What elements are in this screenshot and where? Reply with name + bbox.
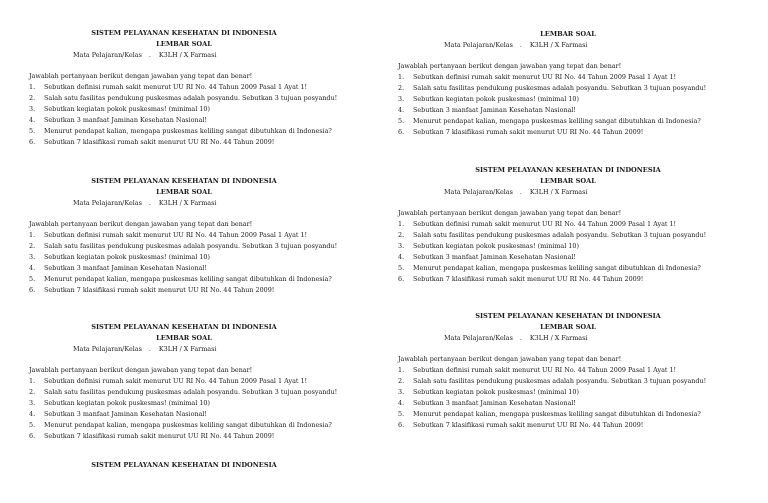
question-number: 3.	[398, 242, 405, 250]
question-number: 6.	[29, 432, 36, 440]
question-text: Sebutkan definisi rumah sakit menurut UU RI No. 44 Tahun 2009 Pasal 1 Ayat 1!	[413, 220, 677, 228]
question-item	[398, 241, 768, 252]
worksheet-subtitle: LEMBAR SOAL	[540, 30, 596, 38]
instructions: Jawablah pertanyaan berikut dengan jawaban yang tepat dan benar!	[29, 366, 253, 374]
question-text: Menurut pendapat kalian, mengapa puskesmas keliling sangat dibutuhkan di Indonesia?	[44, 127, 332, 135]
question-number: 6.	[29, 286, 36, 294]
question-text: Sebutkan 7 klasifikasi rumah sakit menurut UU RI No. 44 Tahun 2009!	[413, 128, 644, 136]
question-number: 1.	[29, 83, 36, 91]
subject-label: Mata Pelajaran/Kelas	[444, 188, 513, 196]
question-item	[398, 83, 768, 94]
subject-value: K3LH / X Farmasi	[158, 345, 217, 353]
question-text: Menurut pendapat kalian, mengapa puskesmas keliling sangat dibutuhkan di Indonesia?	[44, 275, 332, 283]
worksheet-copy-4	[29, 460, 404, 471]
question-number: 5.	[398, 264, 405, 272]
subject-value: K3LH / X Farmasi	[529, 334, 588, 342]
question-list	[398, 72, 768, 138]
question-number: 5.	[398, 410, 405, 418]
worksheet-title: SISTEM PELAYANAN KESEHATAN DI INDONESIA	[91, 323, 277, 331]
subject-value: K3LH / X Farmasi	[158, 199, 217, 207]
question-item	[29, 137, 404, 148]
subject-line	[29, 50, 404, 61]
worksheet-subtitle: LEMBAR SOAL	[156, 188, 212, 196]
question-item	[29, 420, 404, 431]
question-item	[29, 376, 404, 387]
worksheet-subtitle: LEMBAR SOAL	[540, 323, 596, 331]
question-number: 5.	[29, 421, 36, 429]
subject-separator: .	[519, 334, 522, 342]
question-item	[29, 230, 404, 241]
question-item	[29, 115, 404, 126]
question-text: Menurut pendapat kalian, mengapa puskesmas keliling sangat dibutuhkan di Indonesia?	[413, 410, 701, 418]
question-text: Salah satu fasilitas pendukung puskesmas adalah posyandu. Sebutkan 3 tujuan posyandu!	[413, 377, 707, 385]
worksheet-subtitle: LEMBAR SOAL	[540, 177, 596, 185]
subject-label: Mata Pelajaran/Kelas	[444, 334, 513, 342]
subject-label: Mata Pelajaran/Kelas	[73, 51, 142, 59]
question-item	[29, 93, 404, 104]
worksheet-copy-3	[29, 322, 404, 442]
instructions: Jawablah pertanyaan berikut dengan jawaban yang tepat dan benar!	[398, 355, 622, 363]
question-number: 2.	[29, 94, 36, 102]
question-list	[398, 365, 768, 431]
question-item	[398, 387, 768, 398]
worksheet-title: SISTEM PELAYANAN KESEHATAN DI INDONESIA	[91, 461, 277, 469]
subject-line	[29, 198, 404, 209]
subject-value: K3LH / X Farmasi	[158, 51, 217, 59]
question-number: 2.	[398, 377, 405, 385]
question-item	[29, 82, 404, 93]
question-number: 6.	[398, 128, 405, 136]
question-number: 2.	[29, 242, 36, 250]
instructions: Jawablah pertanyaan berikut dengan jawaban yang tepat dan benar!	[398, 209, 622, 217]
worksheet-copy-1	[29, 28, 404, 148]
question-item	[29, 409, 404, 420]
worksheet-copy-7	[398, 311, 768, 431]
question-item	[398, 105, 768, 116]
question-item	[398, 252, 768, 263]
instructions: Jawablah pertanyaan berikut dengan jawaban yang tepat dan benar!	[29, 220, 253, 228]
question-item	[398, 274, 768, 285]
question-number: 6.	[398, 275, 405, 283]
question-item	[29, 252, 404, 263]
subject-separator: .	[148, 51, 151, 59]
question-text: Sebutkan 3 manfaat Jaminan Kesehatan Nasional!	[44, 116, 207, 124]
instructions: Jawablah pertanyaan berikut dengan jawaban yang tepat dan benar!	[29, 72, 253, 80]
instructions: Jawablah pertanyaan berikut dengan jawaban yang tepat dan benar!	[398, 62, 622, 70]
question-number: 4.	[29, 410, 36, 418]
worksheet-subtitle: LEMBAR SOAL	[156, 334, 212, 342]
question-text: Menurut pendapat kalian, mengapa puskesmas keliling sangat dibutuhkan di Indonesia?	[413, 264, 701, 272]
question-item	[398, 94, 768, 105]
question-text: Menurut pendapat kalian, mengapa puskesmas keliling sangat dibutuhkan di Indonesia?	[413, 117, 701, 125]
question-number: 2.	[398, 84, 405, 92]
question-text: Sebutkan 7 klasifikasi rumah sakit menurut UU RI No. 44 Tahun 2009!	[44, 138, 275, 146]
question-item	[398, 230, 768, 241]
question-text: Sebutkan 3 manfaat Jaminan Kesehatan Nasional!	[44, 264, 207, 272]
question-number: 5.	[398, 117, 405, 125]
question-number: 1.	[29, 231, 36, 239]
worksheet-copy-2	[29, 176, 404, 296]
question-text: Salah satu fasilitas pendukung puskesmas adalah posyandu. Sebutkan 3 tujuan posyandu!	[44, 94, 338, 102]
question-item	[398, 127, 768, 138]
question-number: 4.	[29, 116, 36, 124]
subject-label: Mata Pelajaran/Kelas	[444, 41, 513, 49]
question-text: Salah satu fasilitas pendukung puskesmas adalah posyandu. Sebutkan 3 tujuan posyandu!	[44, 388, 338, 396]
question-item	[29, 398, 404, 409]
question-item	[398, 116, 768, 127]
question-item	[398, 376, 768, 387]
subject-value: K3LH / X Farmasi	[529, 41, 588, 49]
question-number: 6.	[398, 421, 405, 429]
question-item	[29, 263, 404, 274]
question-number: 3.	[29, 253, 36, 261]
question-text: Sebutkan kegiatan pokok puskesmas! (minimal 10)	[44, 399, 210, 407]
question-text: Sebutkan 3 manfaat Jaminan Kesehatan Nasional!	[413, 253, 576, 261]
worksheet-title: SISTEM PELAYANAN KESEHATAN DI INDONESIA	[475, 312, 661, 320]
question-list	[398, 219, 768, 285]
question-number: 4.	[398, 399, 405, 407]
question-text: Sebutkan 3 manfaat Jaminan Kesehatan Nasional!	[413, 106, 576, 114]
question-number: 6.	[29, 138, 36, 146]
question-item	[29, 104, 404, 115]
question-item	[398, 398, 768, 409]
question-number: 3.	[398, 95, 405, 103]
question-text: Sebutkan kegiatan pokok puskesmas! (minimal 10)	[413, 388, 579, 396]
question-text: Sebutkan 3 manfaat Jaminan Kesehatan Nasional!	[413, 399, 576, 407]
question-text: Sebutkan kegiatan pokok puskesmas! (minimal 10)	[413, 242, 579, 250]
subject-line	[398, 333, 768, 344]
question-number: 4.	[29, 264, 36, 272]
subject-separator: .	[519, 41, 522, 49]
subject-line	[29, 344, 404, 355]
question-item	[29, 431, 404, 442]
question-list	[29, 82, 404, 148]
question-text: Menurut pendapat kalian, mengapa puskesmas keliling sangat dibutuhkan di Indonesia?	[44, 421, 332, 429]
question-item	[29, 387, 404, 398]
worksheet-title: SISTEM PELAYANAN KESEHATAN DI INDONESIA	[91, 29, 277, 37]
question-item	[29, 285, 404, 296]
question-text: Sebutkan 7 klasifikasi rumah sakit menurut UU RI No. 44 Tahun 2009!	[44, 286, 275, 294]
subject-line	[398, 40, 768, 51]
question-number: 4.	[398, 106, 405, 114]
question-text: Sebutkan definisi rumah sakit menurut UU RI No. 44 Tahun 2009 Pasal 1 Ayat 1!	[44, 377, 308, 385]
question-number: 4.	[398, 253, 405, 261]
question-text: Sebutkan kegiatan pokok puskesmas! (minimal 10)	[44, 253, 210, 261]
question-number: 3.	[29, 105, 36, 113]
question-number: 1.	[29, 377, 36, 385]
subject-line	[398, 187, 768, 198]
question-text: Sebutkan kegiatan pokok puskesmas! (minimal 10)	[413, 95, 579, 103]
question-number: 3.	[398, 388, 405, 396]
question-item	[398, 420, 768, 431]
question-number: 1.	[398, 220, 405, 228]
question-number: 2.	[398, 231, 405, 239]
question-text: Salah satu fasilitas pendukung puskesmas adalah posyandu. Sebutkan 3 tujuan posyandu!	[44, 242, 338, 250]
question-number: 2.	[29, 388, 36, 396]
question-number: 5.	[29, 127, 36, 135]
subject-value: K3LH / X Farmasi	[529, 188, 588, 196]
question-item	[398, 409, 768, 420]
worksheet-copy-5	[398, 29, 768, 138]
question-text: Sebutkan 7 klasifikasi rumah sakit menurut UU RI No. 44 Tahun 2009!	[413, 275, 644, 283]
question-item	[398, 219, 768, 230]
question-number: 3.	[29, 399, 36, 407]
question-number: 1.	[398, 73, 405, 81]
question-text: Salah satu fasilitas pendukung puskesmas adalah posyandu. Sebutkan 3 tujuan posyandu!	[413, 231, 707, 239]
question-item	[398, 365, 768, 376]
worksheet-title: SISTEM PELAYANAN KESEHATAN DI INDONESIA	[475, 166, 661, 174]
question-number: 5.	[29, 275, 36, 283]
question-item	[29, 274, 404, 285]
question-list	[29, 376, 404, 442]
question-text: Sebutkan 3 manfaat Jaminan Kesehatan Nasional!	[44, 410, 207, 418]
question-text: Sebutkan definisi rumah sakit menurut UU RI No. 44 Tahun 2009 Pasal 1 Ayat 1!	[413, 73, 677, 81]
question-number: 1.	[398, 366, 405, 374]
question-list	[29, 230, 404, 296]
question-text: Sebutkan definisi rumah sakit menurut UU RI No. 44 Tahun 2009 Pasal 1 Ayat 1!	[44, 83, 308, 91]
question-item	[29, 241, 404, 252]
worksheet-subtitle: LEMBAR SOAL	[156, 40, 212, 48]
question-text: Sebutkan 7 klasifikasi rumah sakit menurut UU RI No. 44 Tahun 2009!	[413, 421, 644, 429]
worksheet-copy-6	[398, 165, 768, 285]
question-text: Sebutkan definisi rumah sakit menurut UU RI No. 44 Tahun 2009 Pasal 1 Ayat 1!	[413, 366, 677, 374]
question-text: Salah satu fasilitas pendukung puskesmas adalah posyandu. Sebutkan 3 tujuan posyandu!	[413, 84, 707, 92]
question-text: Sebutkan kegiatan pokok puskesmas! (minimal 10)	[44, 105, 210, 113]
subject-label: Mata Pelajaran/Kelas	[73, 199, 142, 207]
subject-label: Mata Pelajaran/Kelas	[73, 345, 142, 353]
question-item	[398, 263, 768, 274]
question-item	[29, 126, 404, 137]
worksheet-title: SISTEM PELAYANAN KESEHATAN DI INDONESIA	[91, 177, 277, 185]
question-item	[398, 72, 768, 83]
question-text: Sebutkan definisi rumah sakit menurut UU RI No. 44 Tahun 2009 Pasal 1 Ayat 1!	[44, 231, 308, 239]
question-text: Sebutkan 7 klasifikasi rumah sakit menurut UU RI No. 44 Tahun 2009!	[44, 432, 275, 440]
subject-separator: .	[148, 345, 151, 353]
subject-separator: .	[519, 188, 522, 196]
subject-separator: .	[148, 199, 151, 207]
